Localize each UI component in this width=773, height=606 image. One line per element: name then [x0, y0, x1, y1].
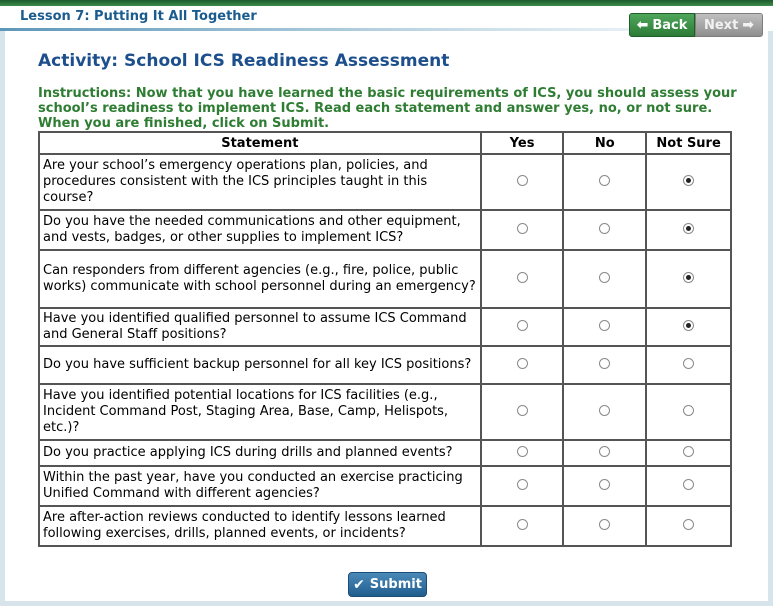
option-cell-not-sure [646, 210, 731, 250]
radio-not-sure[interactable] [683, 272, 694, 283]
option-cell-not-sure [646, 346, 731, 384]
radio-yes[interactable] [517, 320, 528, 331]
instructions: Instructions: Now that you have learned the basic requirements of ICS, you should assess your school’s readiness to implement ICS. Read each statement and answer yes, no, or not sure. When you are finished, click on Submit. [38, 86, 737, 131]
radio-no[interactable] [599, 519, 610, 530]
statement-cell: Do you have sufficient backup personnel for all key ICS positions? [39, 346, 481, 384]
table-row [39, 506, 731, 546]
activity-title: Activity: School ICS Readiness Assessment [38, 51, 450, 71]
statement-cell: Can responders from different agencies (e.g., fire, police, public works) communicate with school personnel during an emergency? [39, 250, 481, 308]
statement-cell: Have you identified qualified personnel to assume ICS Command and General Staff positions? [39, 308, 481, 346]
table-header-row [39, 132, 731, 154]
table-row [39, 250, 731, 308]
radio-yes[interactable] [517, 272, 528, 283]
option-cell-yes [481, 384, 564, 440]
submit-button[interactable] [348, 572, 427, 597]
radio-no[interactable] [599, 175, 610, 186]
column-header-statement: Statement [39, 132, 481, 154]
next-button-label: Next [703, 17, 739, 33]
option-cell-yes [481, 250, 564, 308]
statement-cell: Do you practice applying ICS during drills and planned events? [39, 440, 481, 466]
option-cell-no [563, 308, 646, 346]
column-header-not-sure: Not Sure [646, 132, 731, 154]
statement-cell: Do you have the needed communications and other equipment, and vests, badges, or other supplies to implement ICS? [39, 210, 481, 250]
back-button[interactable] [629, 13, 695, 37]
column-header-yes: Yes [481, 132, 564, 154]
statement-cell: Are after-action reviews conducted to identify lessons learned following exercises, drills, planned events, or incidents? [39, 506, 481, 546]
table-row [39, 384, 731, 440]
option-cell-no [563, 250, 646, 308]
option-cell-no [563, 210, 646, 250]
statement-cell: Are your school’s emergency operations plan, policies, and procedures consistent with the ICS principles taught in this course? [39, 154, 481, 210]
option-cell-not-sure [646, 506, 731, 546]
radio-yes[interactable] [517, 446, 528, 457]
statement-cell: Within the past year, have you conducted an exercise practicing Unified Command with different agencies? [39, 466, 481, 506]
radio-no[interactable] [599, 272, 610, 283]
table-row [39, 440, 731, 466]
option-cell-not-sure [646, 440, 731, 466]
radio-no[interactable] [599, 223, 610, 234]
column-header-no: No [563, 132, 646, 154]
radio-yes[interactable] [517, 405, 528, 416]
option-cell-no [563, 506, 646, 546]
option-cell-yes [481, 466, 564, 506]
option-cell-yes [481, 506, 564, 546]
right-border [768, 31, 773, 606]
radio-no[interactable] [599, 320, 610, 331]
checkmark-icon: ✔ [353, 576, 365, 593]
radio-yes[interactable] [517, 223, 528, 234]
option-cell-yes [481, 210, 564, 250]
lesson-title: Lesson 7: Putting It All Together [20, 9, 257, 24]
option-cell-not-sure [646, 466, 731, 506]
table-row [39, 466, 731, 506]
radio-yes[interactable] [517, 358, 528, 369]
radio-no[interactable] [599, 358, 610, 369]
option-cell-yes [481, 346, 564, 384]
radio-not-sure[interactable] [683, 223, 694, 234]
option-cell-no [563, 466, 646, 506]
statement-cell: Have you identified potential locations for ICS facilities (e.g., Incident Command Post, Staging Area, Base, Camp, Helispots, etc.)? [39, 384, 481, 440]
option-cell-no [563, 154, 646, 210]
radio-not-sure[interactable] [683, 175, 694, 186]
back-button-label: Back [652, 17, 688, 33]
option-cell-yes [481, 154, 564, 210]
option-cell-no [563, 346, 646, 384]
radio-yes[interactable] [517, 479, 528, 490]
arrow-left-icon: ⬅ [636, 17, 649, 33]
radio-no[interactable] [599, 479, 610, 490]
radio-not-sure[interactable] [683, 446, 694, 457]
arrow-right-icon: ➡ [742, 17, 755, 33]
radio-yes[interactable] [517, 175, 528, 186]
option-cell-not-sure [646, 250, 731, 308]
table-row [39, 308, 731, 346]
table-row [39, 210, 731, 250]
radio-no[interactable] [599, 405, 610, 416]
radio-not-sure[interactable] [683, 358, 694, 369]
table-row [39, 154, 731, 210]
radio-yes[interactable] [517, 519, 528, 530]
radio-not-sure[interactable] [683, 320, 694, 331]
table-row [39, 346, 731, 384]
assessment-table [38, 131, 732, 547]
left-border [0, 31, 5, 606]
submit-button-label: Submit [369, 577, 422, 592]
option-cell-no [563, 440, 646, 466]
option-cell-not-sure [646, 308, 731, 346]
radio-not-sure[interactable] [683, 405, 694, 416]
option-cell-yes [481, 440, 564, 466]
option-cell-not-sure [646, 154, 731, 210]
option-cell-not-sure [646, 384, 731, 440]
option-cell-yes [481, 308, 564, 346]
next-button[interactable] [695, 13, 763, 37]
navigation [629, 13, 763, 37]
radio-not-sure[interactable] [683, 519, 694, 530]
radio-no[interactable] [599, 446, 610, 457]
radio-not-sure[interactable] [683, 479, 694, 490]
option-cell-no [563, 384, 646, 440]
bottom-border [0, 601, 773, 606]
